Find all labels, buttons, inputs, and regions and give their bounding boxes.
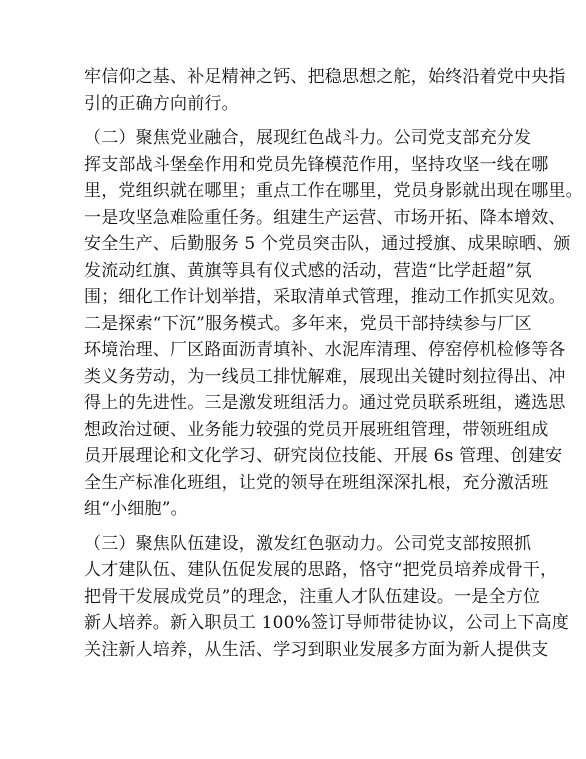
- text-line: （二）聚焦党业融合，展现红色战斗力。公司党支部充分发: [84, 128, 532, 148]
- text-line: （三）聚焦队伍建设，激发红色驱动力。公司党支部按照抓: [84, 533, 532, 554]
- text-line: 一是攻坚急难险重任务。组建生产运营、市场开拓、降本增效、: [84, 207, 566, 228]
- text-line: 把骨干发展成党员”的理念，注重人才队伍建设。一是全方位: [84, 586, 541, 607]
- text-line: 二是探索“下沉”服务模式。多年来，党员干部持续参与厂区: [84, 313, 532, 334]
- text-line: 关注新人培养，从生活、学习到职业发展多方面为新人提供支: [84, 639, 549, 660]
- text-line: 得上的先进性。三是激发班组活力。通过党员联系班组，遴选思: [84, 393, 566, 413]
- document-body: [84, 64, 583, 663]
- text-line: 里，党组织就在哪里；重点工作在哪里，党员身影就出现在哪里。: [84, 181, 583, 201]
- text-line: 员开展理论和文化学习、研究岗位技能、开展 6s 管理、创建安: [84, 446, 563, 466]
- text-line: 围；细化工作计划举措，采取清单式管理，推动工作抓实见效。: [84, 287, 566, 307]
- text-line: 新人培养。新入职员工 100%签订导师带徒协议，公司上下高度: [84, 613, 570, 633]
- text-line: 牢信仰之基、补足精神之钙、把稳思想之舵，始终沿着党中央指: [84, 67, 566, 87]
- text-line: 想政治过硬、业务能力较强的党员开展班组管理，带领班组成: [84, 419, 549, 440]
- text-line: 环境治理、厂区路面沥青填补、水泥库清理、停窑停机检修等各: [84, 340, 566, 360]
- text-line: 人才建队伍、建队伍促发展的思路，恪守“把党员培养成骨干，: [84, 560, 558, 580]
- text-line: 安全生产、后勤服务 5 个党员突击队，通过授旗、成果晾晒、颁: [84, 234, 571, 254]
- text-line: 挥支部战斗堡垒作用和党员先锋模范作用，坚持攻坚一线在哪: [84, 154, 549, 175]
- paragraph-3: [84, 531, 570, 664]
- text-line: 引的正确方向前行。: [84, 93, 239, 114]
- paragraph-1: [84, 64, 566, 117]
- text-line: 全生产标准化班组，让党的领导在班组深深扎根，充分激活班: [84, 472, 549, 493]
- paragraph-gap: [84, 117, 504, 125]
- text-line: 组“小细胞”。: [84, 499, 188, 519]
- paragraph-2: [84, 125, 583, 523]
- paragraph-gap: [84, 523, 504, 531]
- text-line: 发流动红旗、黄旗等具有仪式感的活动，营造“比学赶超”氛: [84, 260, 532, 281]
- text-line: 类义务劳动，为一线员工排忧解难，展现出关键时刻拉得出、冲: [84, 366, 566, 387]
